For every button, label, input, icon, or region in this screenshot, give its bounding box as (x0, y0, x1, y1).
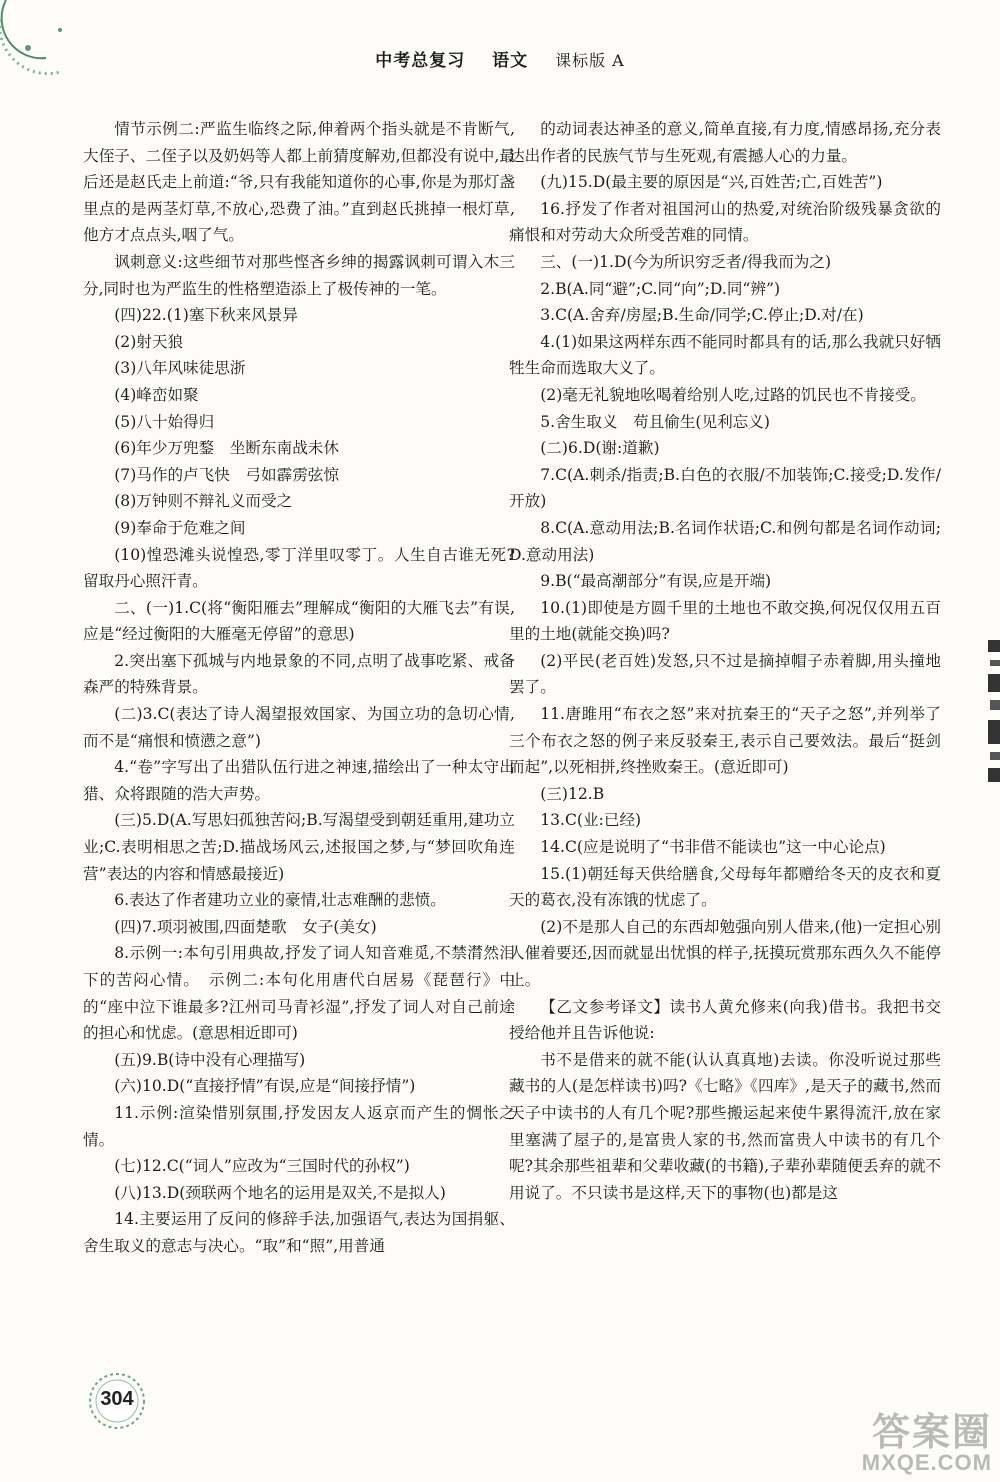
answer-paragraph: 11.唐雎用“布衣之怒”来对抗秦王的“天子之怒”,并列举了三个布衣之怒的例子来反驳秦王,表示自己要效法。最后“挺剑而起”,以死相拼,终挫败秦王。(意近即可) (509, 705, 941, 777)
answer-paragraph: 13.C(业:已经) (540, 811, 642, 830)
answer-paragraph: 2.突出塞下孤城与内地景象的不同,点明了战事吃紧、戒备森严的特殊背景。 (83, 651, 515, 697)
answer-paragraph: 讽刺意义:这些细节对那些悭吝乡绅的揭露讽刺可谓入木三分,同时也为严监生的性格塑造添上了极传神的一笔。 (83, 252, 515, 298)
edge-tab-icon (984, 640, 1000, 790)
watermark-url: MXQE.COM (861, 1450, 992, 1475)
answer-paragraph: (三)12.B (540, 784, 605, 803)
answer-paragraph: (7)马作的卢飞快 弓如霹雳弦惊 (114, 465, 339, 484)
answer-paragraph: (9)奉命于危难之间 (114, 518, 246, 537)
answer-paragraph: 5.舍生取义 苟且偷生(见利忘义) (540, 412, 770, 431)
answer-paragraph: 4.(1)如果这两样东西不能同时都具有的话,那么我就只好牺牲生命而选取大义了。 (509, 332, 941, 378)
answer-paragraph: 8.C(A.意动用法;B.名词作状语;C.和例句都是名词作动词;D.意动用法) (509, 518, 941, 564)
answer-paragraph: (6)年少万兜鍪 坐断东南战未休 (114, 439, 339, 458)
left-column (83, 116, 515, 1260)
answer-paragraph: 书不是借来的就不能(认认真真地)去读。你没听说过那些藏书的人(是怎样读书)吗?《七略》《四库》,是天子的藏书,然而天子中读书的人有几个呢?那些搬运起来使牛累得流汗,放在家里塞满了屋子的,是富贵人家的书,然而富贵人中读书的有几个呢?其余那些祖辈和父辈收藏(的书籍),子辈孙辈随便丢弃的就不用说了。不只读书是这样,天下的事物(也)都是这 (509, 1050, 941, 1202)
answer-paragraph: (2)毫无礼貌地吆喝着给别人吃,过路的饥民也不肯接受。 (540, 385, 926, 404)
answer-paragraph: 9.B(“最高潮部分”有误,应是开端) (540, 572, 772, 591)
answer-paragraph: 14.C(应是说明了“书非借不能读也”这一中心论点) (540, 838, 886, 857)
corner-decoration-icon (0, 0, 110, 90)
answer-paragraph: (3)八年风味徒思浙 (114, 359, 246, 378)
answer-paragraph: 的动词表达神圣的意义,简单直接,有力度,情感昂扬,充分表达出作者的民族气节与生死观,有震撼人心的力量。 (509, 120, 941, 165)
answer-paragraph: (5)八十始得归 (114, 412, 215, 431)
answer-paragraph: 15.(1)朝廷每天供给膳食,父母每年都赠给冬天的皮衣和夏天的葛衣,没有冻饿的忧虑了。 (509, 864, 941, 910)
watermark (862, 1414, 992, 1474)
answer-paragraph: (五)9.B(诗中没有心理描写) (114, 1050, 306, 1069)
answer-paragraph: (二)6.D(谢:道歉) (540, 439, 660, 458)
answer-paragraph: (九)15.D(最主要的原因是“兴,百姓苦;亡,百姓苦”) (540, 173, 883, 192)
answer-paragraph: (四)7.项羽被围,四面楚歌 女子(美女) (114, 917, 377, 936)
answer-paragraph: (七)12.C(“词人”应改为“三国时代的孙权”) (114, 1157, 410, 1176)
answer-paragraph: (2)平民(老百姓)发怒,只不过是摘掉帽子赤着脚,用头撞地罢了。 (509, 651, 941, 697)
watermark-logo: 答案圈 (871, 1412, 992, 1454)
answer-paragraph: (4)峰峦如聚 (114, 385, 199, 404)
answer-paragraph: 8.示例一:本句引用典故,抒发了词人知音难觅,不禁潸然泪下的苦闷心情。 示例二:本句化用唐代白居易《琵琶行》中的“座中泣下谁最多?江州司马青衫湿”,抒发了词人对自己前途的担心和忧虑。(意思相近即可) (83, 944, 515, 1043)
answer-paragraph: 三、(一)1.D(今为所识穷乏者/得我而为之) (540, 252, 832, 271)
answer-paragraph: (2)射天狼 (114, 332, 184, 351)
page-header (0, 46, 1000, 71)
answer-paragraph: (10)惶恐滩头说惶恐,零丁洋里叹零丁。人生自古谁无死?留取丹心照汗青。 (83, 545, 515, 591)
answer-paragraph: 3.C(A.舍弃/房屋;B.生命/同学;C.停止;D.对/在) (540, 306, 864, 325)
page-number: 304 (100, 1388, 134, 1410)
answer-paragraph: 16.抒发了作者对祖国河山的热爱,对统治阶级残暴贪欲的痛恨和对劳动大众所受苦难的同情。 (509, 199, 941, 245)
answer-paragraph: (2)不是那人自己的东西却勉强向别人借来,(他)一定担心别人催着要还,因而就显出忧惧的样子,抚摸玩赏那东西久久不能停止。 (509, 917, 941, 989)
edition-label: 课标版 A (555, 51, 625, 70)
answer-paragraph: 7.C(A.刺杀/指责;B.白色的衣服/不加装饰;C.接受;D.发作/开放) (509, 465, 941, 511)
answer-paragraph: (二)3.C(表达了诗人渴望报效国家、为国立功的急切心情,而不是“痛恨和愤懑之意”) (83, 705, 515, 750)
subject-label: 语文 (492, 51, 529, 71)
answer-paragraph: 【乙文参考译文】读书人黄允修来(向我)借书。我把书交授给他并且告诉他说: (509, 997, 941, 1043)
page-number-badge (86, 1370, 148, 1432)
right-column (509, 116, 941, 1206)
answer-paragraph: (八)13.D(颈联两个地名的运用是双关,不是拟人) (114, 1183, 446, 1202)
answer-paragraph: 2.B(A.同“避”;C.同“向”;D.同“辨”) (540, 279, 781, 298)
book-title: 中考总复习 (375, 51, 466, 71)
answer-paragraph: 6.表达了作者建功立业的豪情,壮志难酬的悲愤。 (114, 891, 446, 910)
answer-paragraph: 情节示例二:严监生临终之际,伸着两个指头就是不肯断气,大侄子、二侄子以及奶妈等人都上前猜度解劝,但都没有说中,最后还是赵氏走上前道:“爷,只有我能知道你的心事,你是为那灯盏里点的是两茎灯草,不放心,恐费了油。”直到赵氏挑掉一根灯草,他方才点点头,咽了气。 (83, 120, 515, 245)
answer-paragraph: (三)5.D(A.写思妇孤独苦闷;B.写渴望受到朝廷重用,建功立业;C.表明相思之苦;D.描战场风云,述报国之梦,与“梦回吹角连营”表达的内容和情感最接近) (83, 811, 515, 883)
answer-paragraph: (8)万钟则不辩礼义而受之 (114, 492, 293, 511)
answer-paragraph: 11.示例:渲染惜别氛围,抒发因友人返京而产生的惆怅之情。 (83, 1103, 515, 1149)
answer-paragraph: (六)10.D(“直接抒情”有误,应是“间接抒情”) (114, 1077, 416, 1096)
answer-paragraph: 二、(一)1.C(将“衡阳雁去”理解成“衡阳的大雁飞去”有误,应是“经过衡阳的大雁毫无停留”的意思) (83, 598, 515, 644)
answer-paragraph: 10.(1)即使是方圆千里的土地也不敢交换,何况仅仅用五百里的土地(就能交换)吗? (509, 598, 941, 644)
answer-paragraph: 4.“卷”字写出了出猎队伍行进之神速,描绘出了一种太守出猎、众将跟随的浩大声势。 (83, 758, 515, 803)
answer-paragraph: 14.主要运用了反问的修辞手法,加强语气,表达为国捐躯、舍生取义的意志与决心。“取”和“照”,用普通 (83, 1210, 515, 1255)
answer-paragraph: (四)22.(1)塞下秋来风景异 (114, 306, 298, 325)
